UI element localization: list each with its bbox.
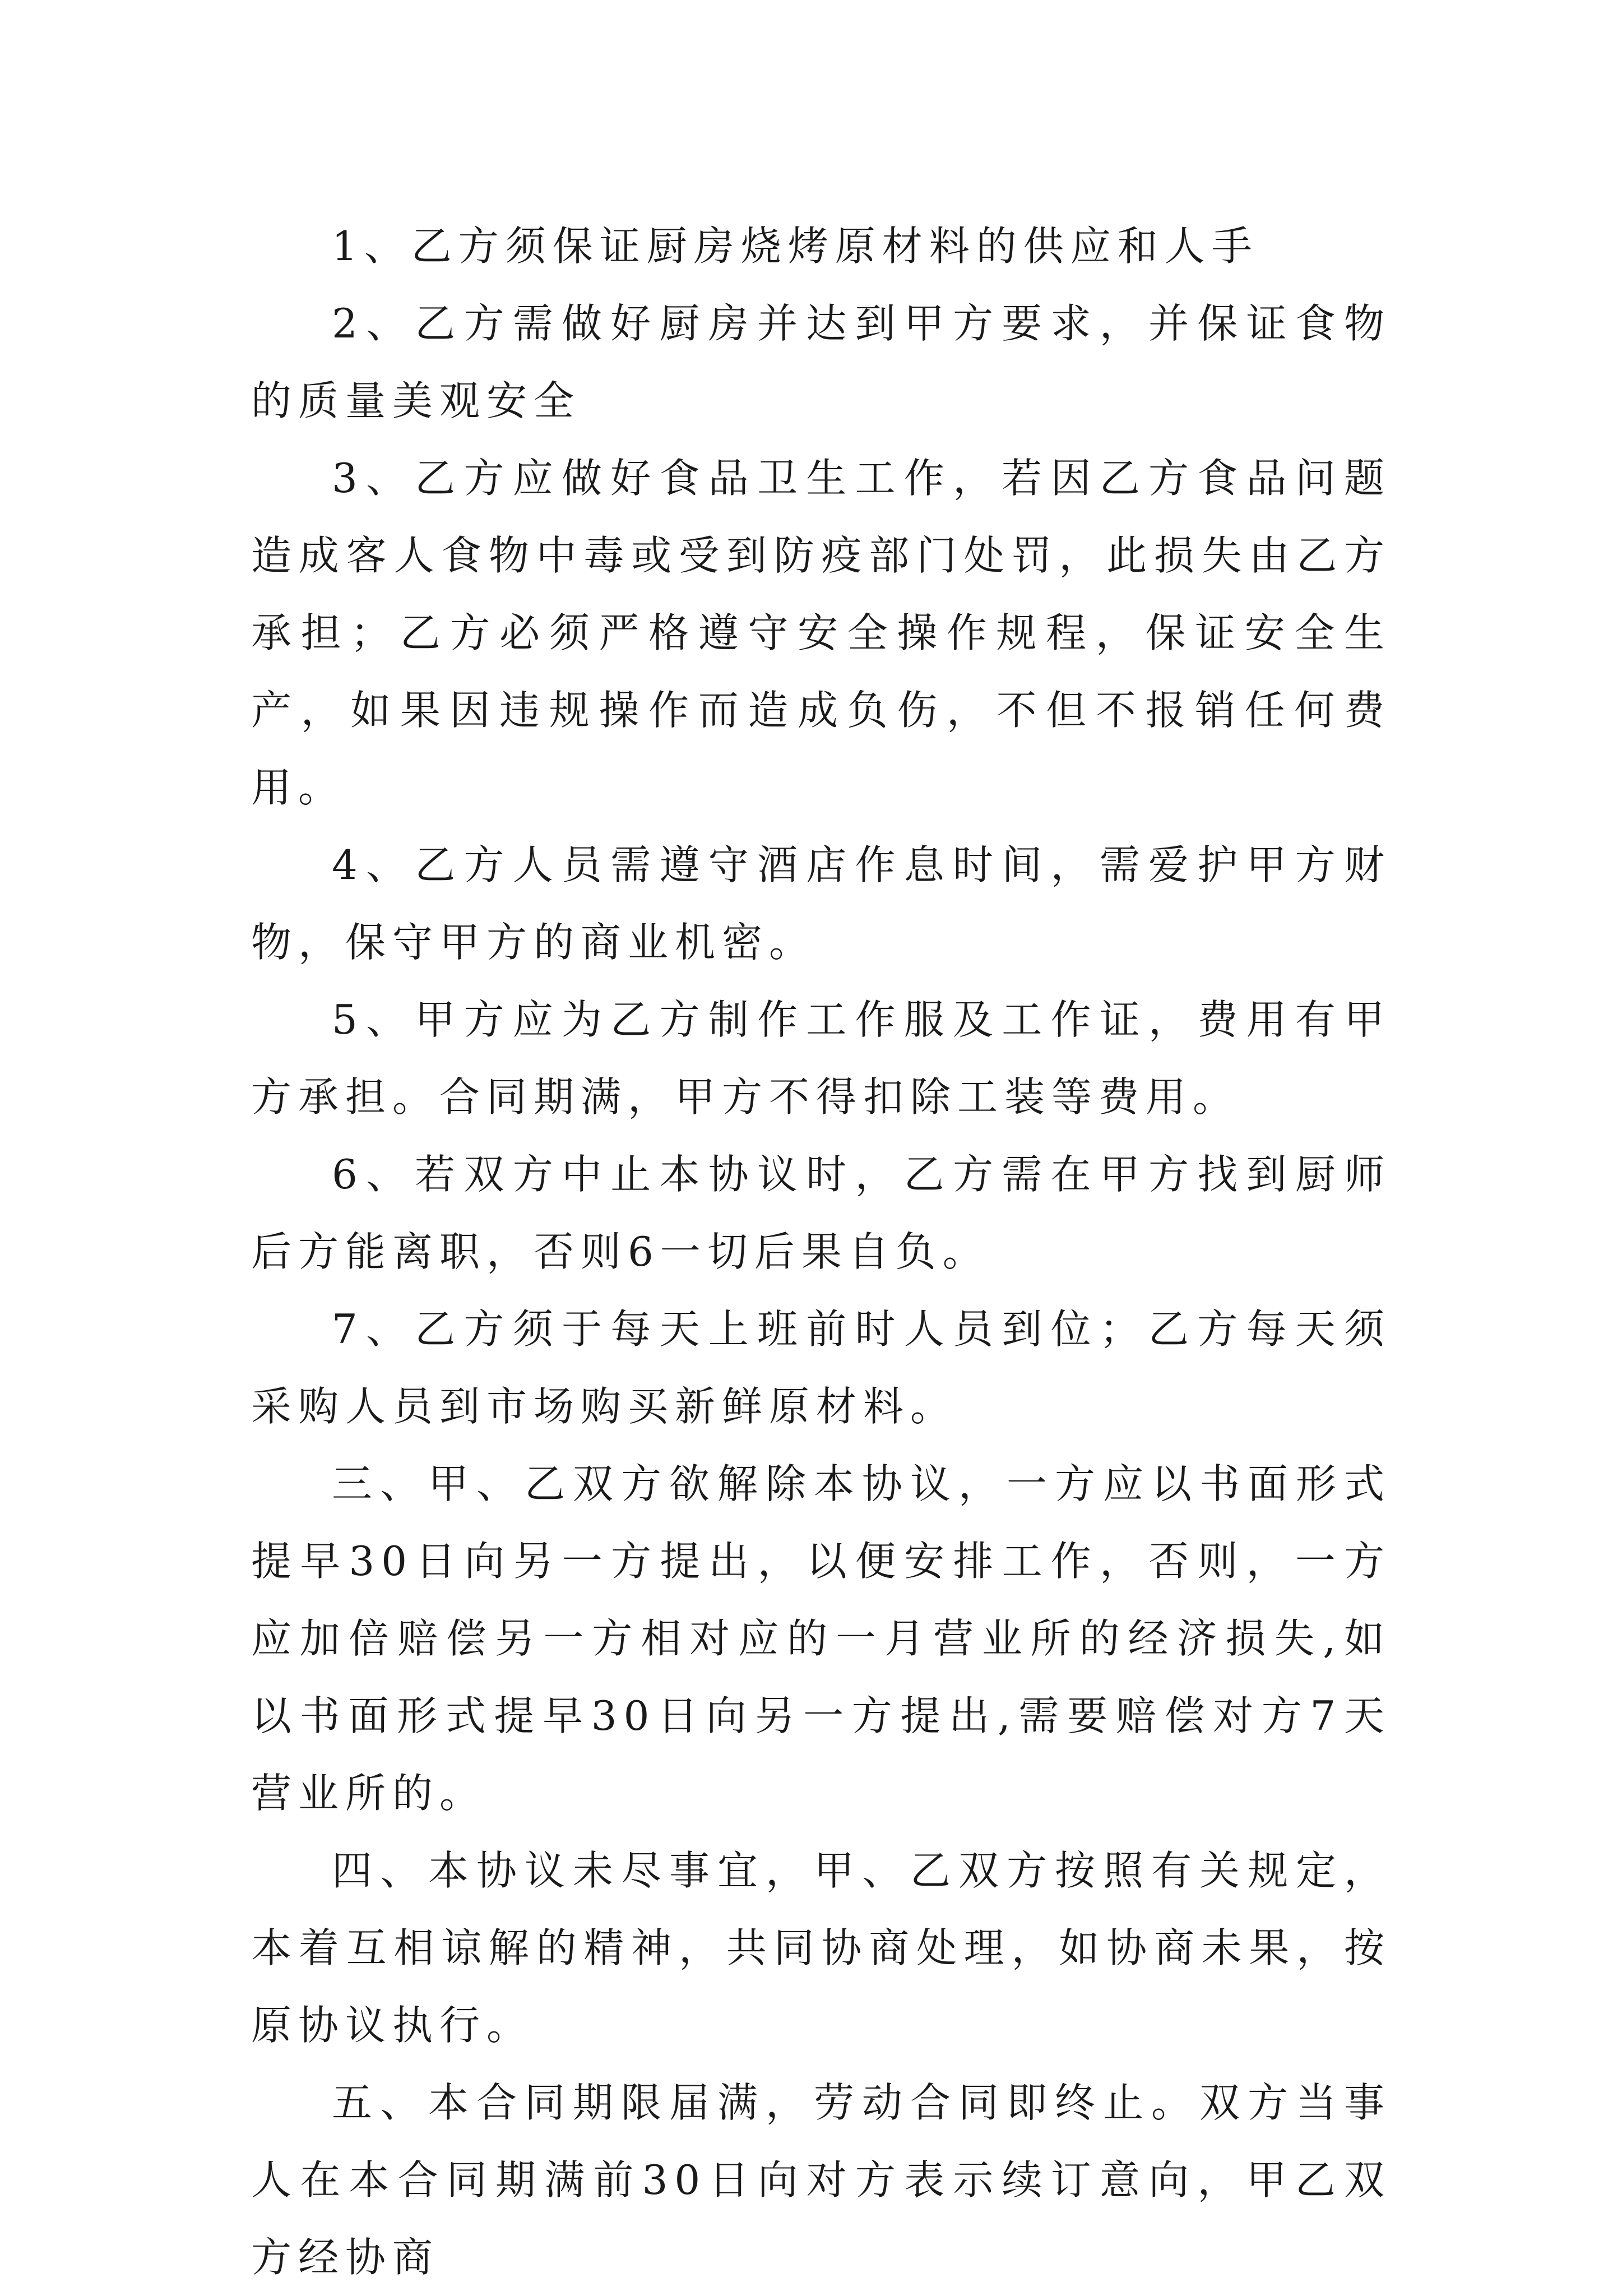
section-5-contract-expiry: 五、本合同期限届满，劳动合同即终止。双方当事人在本合同期满前30日向对方表示续订意向，甲乙双方经协商	[251, 2079, 1391, 2281]
clause-7: 7、乙方须于每天上班前时人员到位；乙方每天须采购人员到市场购买新鲜原材料。	[251, 1306, 1391, 1430]
clause-4: 4、乙方人员需遵守酒店作息时间，需爱护甲方财物，保守甲方的商业机密。	[251, 841, 1391, 966]
document-body	[251, 207, 1391, 2296]
section-4-unresolved-matters: 四、本协议未尽事宜，甲、乙双方按照有关规定，本着互相谅解的精神，共同协商处理，如协商未果，按原协议执行。	[251, 1847, 1391, 2049]
clause-5: 5、甲方应为乙方制作工作服及工作证，费用有甲方承担。合同期满，甲方不得扣除工装等费用。	[251, 996, 1391, 1121]
clause-3: 3、乙方应做好食品卫生工作，若因乙方食品问题造成客人食物中毒或受到防疫部门处罚，此损失由乙方承担；乙方必须严格遵守安全操作规程，保证安全生产，如果因违规操作而造成负伤，不但不报销任何费用。	[251, 455, 1391, 811]
section-3-termination: 三、甲、乙双方欲解除本协议，一方应以书面形式提早30日向另一方提出，以便安排工作，否则，一方应加倍赔偿另一方相对应的一月营业所的经济损失,如以书面形式提早30日向另一方提出,需要赔偿对方7天营业所的。	[251, 1460, 1391, 1817]
clause-2: 2、乙方需做好厨房并达到甲方要求，并保证食物的质量美观安全	[251, 300, 1391, 424]
clause-6: 6、若双方中止本协议时，乙方需在甲方找到厨师后方能离职，否则6一切后果自负。	[251, 1151, 1391, 1275]
clause-1: 1、乙方须保证厨房烧烤原材料的供应和人手	[332, 223, 1259, 270]
